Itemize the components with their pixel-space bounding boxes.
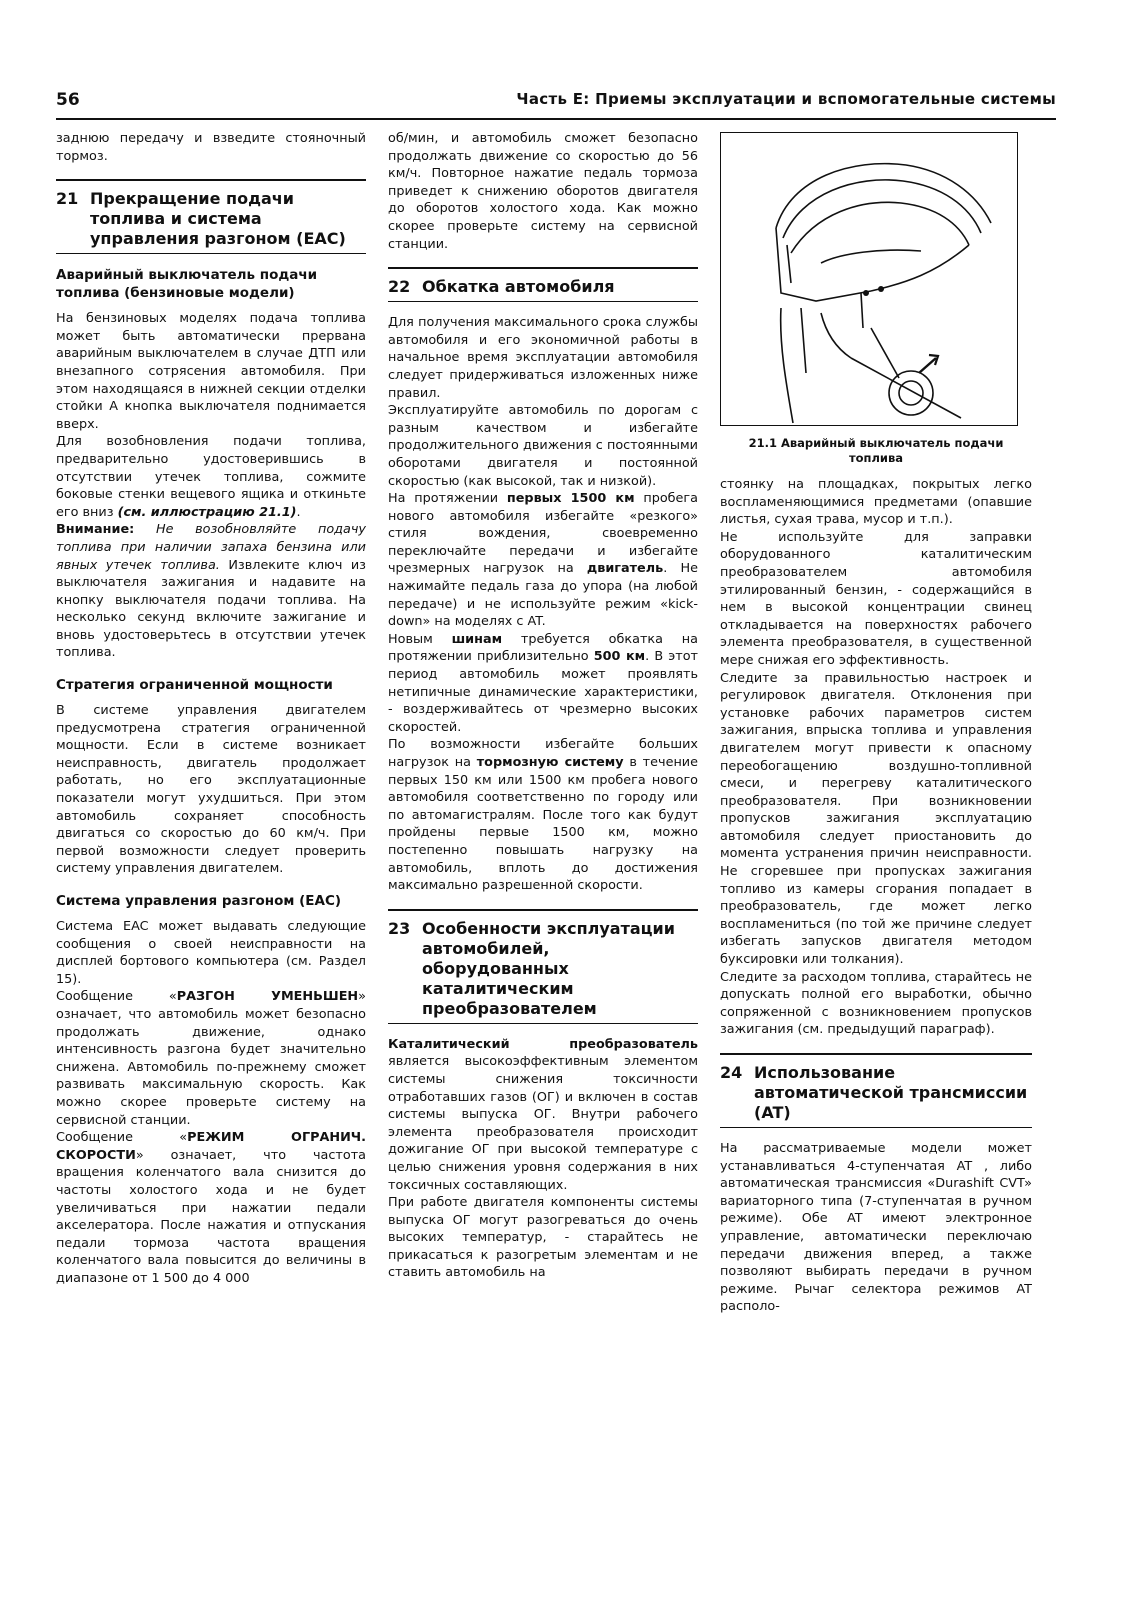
figure-caption: 21.1 Аварийный выключатель подачи топлива <box>748 436 1004 465</box>
paragraph: На рассматриваемые модели может устанавливаться 4-ступенчатая AT , либо автоматическая трансмиссия «Durashift CVT» вариаторного типа (7-ступенчатая в ручном режиме). Обе AT имеют электронное управление, автоматически переключаю передачи движения вперед, а также позволяют выбирать передачи в ручном режиме. Рычаг селектора режимов AT располо- <box>720 1141 1032 1315</box>
paragraph: стоянку на площадках, покрытых легко воспламеняющимися предметами (опавшие листья, сухая трава, мусор и т.п.). <box>720 477 1032 528</box>
section-heading-24 <box>720 1053 1032 1128</box>
column-2 <box>388 130 698 1282</box>
figure-21-1 <box>720 132 1018 426</box>
section-heading-22 <box>388 267 698 302</box>
paragraph: об/мин, и автомобиль сможет безопасно продолжать движение со скоростью до 56 км/ч. Повторное нажатие педаль тормоза приведет к снижению оборотов двигателя до оборотов холостого хода. Как можно скорее проверьте систему на сервисной станции. <box>388 131 698 252</box>
paragraph: Сообщение «РЕЖИМ ОГРАНИЧ. СКОРОСТИ» означает, что частота вращения коленчатого вала снизится до частоты холостого хода и не будет увеличиваться при нажатии педали акселератора. После нажатия и отпускания педали тормоза частота вращения коленчатого вала повысится до величины в диапазоне от 1 500 до 4 000 <box>56 1130 366 1286</box>
section-heading-21 <box>56 179 366 254</box>
paragraph: Для получения максимального срока службы автомобиля и его экономичной работы в начальное время эксплуатации автомобиля следует придерживаться изложенных ниже правил. <box>388 315 698 401</box>
column-3 <box>720 130 1032 1316</box>
column-1 <box>56 130 366 1287</box>
paragraph: Система EAC может выдавать следующие сообщения о своей неисправности на дисплей бортового компьютера (см. Раздел 15). <box>56 919 366 987</box>
paragraph: При работе двигателя компоненты системы выпуска ОГ могут разогреваться до очень высоких температур, - старайтесь не прикасаться к разогретым элементам и не ставить автомобиль на <box>388 1195 698 1281</box>
paragraph: Не используйте для заправки оборудованного каталитическим преобразователем автомобиля этилированный бензин, - содержащийся в нем в высокой концентрации свинец откладывается на поверхностях рабочего элемента преобразователя, в существенной мере снижая его эффективность. <box>720 529 1032 668</box>
subheading: Стратегия ограниченной мощности <box>56 677 333 694</box>
section-number: 22 <box>388 277 411 297</box>
fuel-cutoff-switch-illustration <box>721 133 1017 425</box>
paragraph: По возможности избегайте больших нагрузок на тормозную систему в течение первых 150 км или 1500 км пробега нового автомобиля соответственно по городу или по автомагистралям. После того как будут пройдены первые 1500 км, можно постепенно повышать нагрузку на автомобиль, вплоть до достижения максимально разрешенной скорости. <box>388 737 698 894</box>
paragraph: На протяжении первых 1500 км пробега нового автомобиля избегайте «резкого» стиля вождения, своевременно переключайте передачи и избегайте чрезмерных нагрузок на двигатель. Не нажимайте педаль газа до упора (на любой передаче) и не используйте режим «kick-down» на моделях с AT. <box>388 491 698 630</box>
paragraph: Сообщение «РАЗГОН УМЕНЬШЕН» означает, что автомобиль может безопасно продолжать движение, однако интенсивность разгона будет значительно снижена. Автомобиль по-прежнему сможет развивать максимальную скорость. Как можно скорее проверьте систему на сервисной станции. <box>56 989 366 1128</box>
section-title: Использование автоматической трансмиссии (AT) <box>754 1063 1028 1122</box>
part-title: Часть E: Приемы эксплуатации и вспомогательные системы <box>516 90 1056 108</box>
paragraph: В системе управления двигателем предусмотрена стратегия ограниченной мощности. Если в системе возникает неисправность, двигатель продолжает работать, но его эксплуатационные показатели могут ухудшиться. При этом автомобиль сохраняет способность двигаться со скоростью до 60 км/ч. При первой возможности следует проверить систему управления двигателем. <box>56 703 366 877</box>
running-header <box>56 88 1056 120</box>
section-heading-23 <box>388 909 698 1024</box>
section-number: 23 <box>388 918 411 938</box>
warning-paragraph: Внимание: Не возобновляйте подачу топлива при наличии запаха бензина или явных утечек топлива. Извлеките ключ из выключателя зажигания и надавите на кнопку выключателя подачи топлива. На несколько секунд включите зажигание и вновь удостоверьтесь в отсутствии утечек топлива. <box>56 522 366 661</box>
paragraph: Новым шинам требуется обкатка на протяжении приблизительно 500 км. В этот период автомобиль может проявлять нетипичные динамические характеристики, - воздерживайтесь от чрезмерно высоких скоростей. <box>388 631 698 735</box>
paragraph: Эксплуатируйте автомобиль по дорогам с разным качеством и избегайте продолжительного движения с постоянными оборотами двигателя и постоянной скоростью (как высокой, так и низкой). <box>388 403 698 489</box>
section-title: Особенности эксплуатации автомобилей, оборудованных каталитическим преобразователем <box>422 918 675 1018</box>
paragraph: Каталитический преобразователь является высокоэффективным элементом системы снижения токсичности отработавших газов (ОГ) и включен в состав системы выпуска ОГ. Внутри рабочего элемента преобразователя происходит дожигание ОГ при высокой температуре с целью снижения уровня содержания в них токсичных составляющих. <box>388 1036 698 1193</box>
warning-label: Внимание: <box>56 522 135 538</box>
paragraph: заднюю передачу и взведите стояночный тормоз. <box>56 131 366 164</box>
section-title: Прекращение подачи топлива и система управления разгоном (EAC) <box>90 189 346 249</box>
page-number: 56 <box>56 90 80 110</box>
section-number: 21 <box>56 189 79 209</box>
paragraph: Для возобновления подачи топлива, предварительно удостоверившись в отсутствии утечек топлива, сожмите боковые стенки вещевого ящика и откиньте его вниз (см. иллюстрацию 21.1). <box>56 434 366 520</box>
paragraph: Следите за правильностью настроек и регулировок двигателя. Отклонения при установке рабочих параметров систем зажигания, впрыска топлива и управления двигателем могут привести к опасному переобогащению воздушно-топливной смеси, и перегреву каталитического преобразователя. При возникновении пропусков зажигания эксплуатацию автомобиля следует приостановить до момента устранения причин неисправности. Не сгоревшее при пропусках зажигания топливо из камеры сгорания попадает в преобразователь, где может легко воспламениться (по той же причине следует избегать запусков двигателя методом буксировки или толкания). <box>720 670 1032 968</box>
section-number: 24 <box>720 1063 743 1082</box>
paragraph: Следите за расходом топлива, старайтесь не допускать полной его выработки, обычно сопряженной с возникновением пропусков зажигания (см. предыдущий параграф). <box>720 969 1032 1038</box>
subheading: Система управления разгоном (EAC) <box>56 893 342 909</box>
section-title: Обкатка автомобиля <box>422 277 615 297</box>
subheading: Аварийный выключатель подачи топлива (бензиновые модели) <box>56 267 318 302</box>
paragraph: На бензиновых моделях подача топлива может быть автоматически прервана аварийным выключателем в случае ДТП или внезапного сотрясения автомобиля. При этом находящаяся в нижней секции отделки стойки А кнопка выключателя поднимается вверх. <box>56 311 366 432</box>
